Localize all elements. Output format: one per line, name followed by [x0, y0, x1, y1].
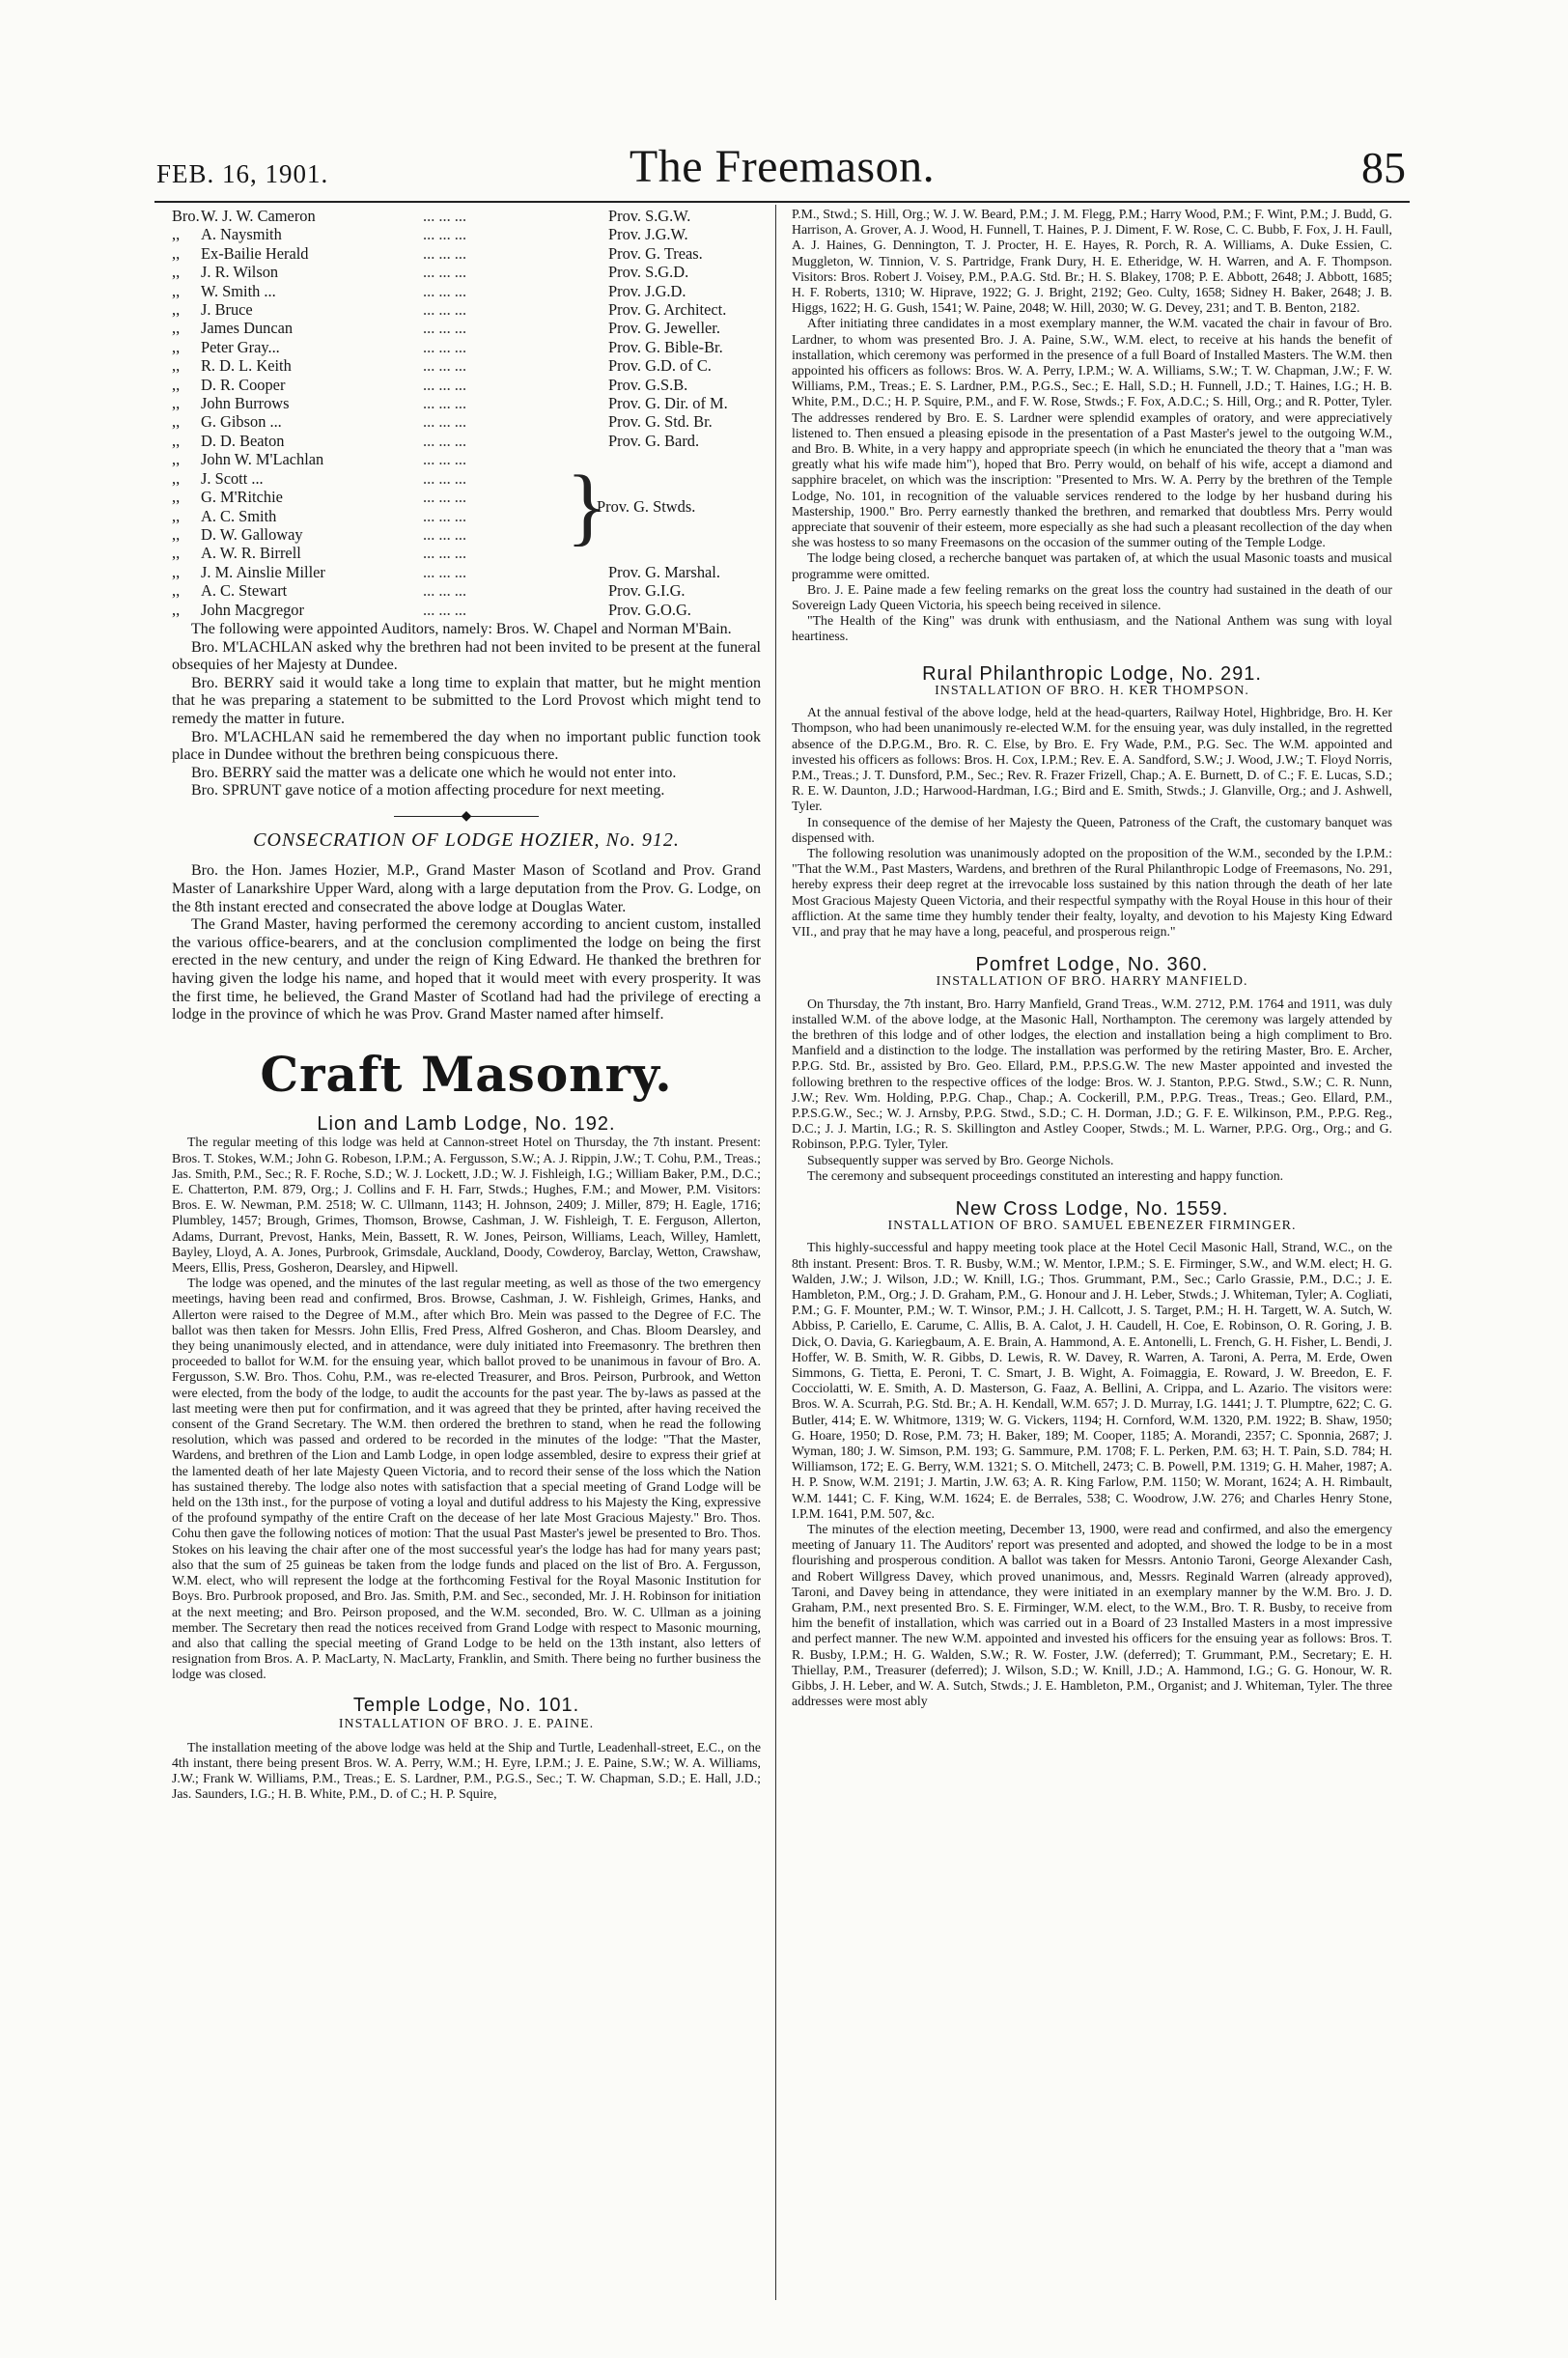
paragraph: Bro. SPRUNT gave notice of a motion affecting procedure for next meeting. [191, 782, 665, 800]
officer-prefix: ,, [172, 394, 181, 413]
officer-prefix: ,, [172, 468, 181, 488]
officer-row [172, 207, 761, 225]
leader-dots: ... ... ... [423, 375, 467, 394]
officer-prefix: ,, [172, 524, 181, 544]
steward-row [172, 544, 577, 562]
officer-name: D. D. Beaton [201, 431, 285, 450]
officer-prefix: ,, [172, 488, 181, 507]
officer-office: Prov. G.O.G. [608, 600, 691, 619]
column-divider [775, 205, 776, 2300]
steward-row [172, 469, 577, 488]
paragraph: At the annual festival of the above lodge, held at the head-quarters, Railway Hotel, Highbridge, Bro. H. Ker Thompson, who had been unanimously re-elected W.M. for the ensuing year, was duly installed, in the regretted absence of the D.P.G.M., Bro. R. C. Else, by Bro. E. Fry Wade, P.M., P.G. Sec. The W.M. appointed and invested his officers as follows: Bros. H. Cox, I.P.M.; Rev. E. A. Sandford, S.W.; J. Wood, J.W.; T. Floyd Norris, P.M., Treas.; J. T. Dunsford, P.M., Sec.; Rev. R. Frazer Frizell, Chap.; A. E. Burnett, D. of C.; F. E. Lucas, S.D.; R. E. W. Daunton, J.D.; Harwood-Hardman, I.G.; Bird and E. Smith, Stwds.; J. Glanville, Org.; and J. Ashwell, Tyler. [792, 705, 1392, 814]
leader-dots: ... ... ... [423, 450, 467, 469]
officer-name: J. R. Wilson [201, 263, 279, 282]
paragraph: Bro. the Hon. James Hozier, M.P., Grand Master Mason of Scotland and Prov. Grand Master of Lanarkshire Upper Ward, along with a large deputation from the Prov. G. Lodge, on the 8th instant erected and consecrated the above lodge at Douglas Water. [172, 862, 761, 915]
paragraph: The following resolution was unanimously adopted on the proposition of the W.M., seconded by the I.P.M.: "That the W.M., Past Masters, Wardens, and brethren of the Rural Philanthropic Lodge of Freemasons, No. 291, hereby express their deep regret at the irrevocable loss sustained by this nation through the death of her late Most Gracious Majesty Queen Victoria, and their respectful sympathy with the Royal House in this hour of their affliction. At the same time they humbly tender their fealty, loyalty, and devotion to his Majesty King Edward VII., and pray that he may have a long, peaceful, and prosperous reign." [792, 845, 1392, 939]
officer-row [172, 394, 761, 412]
stewards-group [172, 450, 761, 562]
leader-dots: ... ... ... [423, 300, 467, 320]
officer-office: Prov. S.G.W. [608, 207, 691, 225]
leader-dots: ... ... ... [423, 562, 467, 581]
paragraph: Bro. J. E. Paine made a few feeling remarks on the great loss the country had sustained in the death of our Sovereign Lady Queen Victoria, his speech being received in silence. [792, 581, 1392, 613]
lion-lamb-body [172, 1135, 761, 1682]
new-cross-heading: New Cross Lodge, No. 1559. [955, 1197, 1229, 1220]
steward-row [172, 450, 577, 468]
officer-office: Prov. G. Jeweller. [608, 319, 720, 338]
officer-prefix: ,, [172, 225, 181, 244]
officer-name: James Duncan [201, 319, 294, 338]
officer-name: Ex-Bailie Herald [201, 243, 309, 263]
officer-prefix: ,, [172, 375, 181, 394]
officer-row [172, 338, 761, 356]
steward-name: A. W. R. Birrell [201, 544, 301, 563]
paragraph: The installation meeting of the above lodge was held at the Ship and Turtle, Leadenhall-street, E.C., on the 4th instant, there being present Bros. W. A. Perry, W.M.; H. Eyre, I.P.M.; J. E. Paine, S.W.; W. A. Williams, J.W.; Frank W. Williams, P.M., Treas.; E. S. Lardner, P.M., P.G.S., Sec.; T. W. Chapman, S.D.; E. Hall, J.D.; Jas. Saunders, I.G.; H. B. White, P.M., D. of C.; H. P. Squire, [172, 1739, 761, 1802]
officer-name: D. R. Cooper [201, 375, 286, 394]
left-column [172, 207, 761, 1803]
officer-office: Prov. G. Std. Br. [608, 412, 713, 432]
officer-prefix: ,, [172, 356, 181, 376]
paragraph: Bro. BERRY said the matter was a delicate one which he would not enter into. [191, 764, 677, 781]
officer-name: Peter Gray... [201, 337, 280, 356]
officer-office: Prov. J.G.W. [608, 225, 688, 244]
officer-row [172, 432, 761, 450]
officer-name: A. C. Stewart [201, 581, 288, 601]
pomfret-heading: Pomfret Lodge, No. 360. [975, 954, 1209, 976]
officer-row [172, 356, 761, 375]
officer-office: Prov. G. Bible-Br. [608, 337, 723, 356]
leader-dots: ... ... ... [423, 225, 467, 244]
officer-prefix: ,, [172, 450, 181, 469]
officer-row [172, 376, 761, 394]
officer-prefix: ,, [172, 243, 181, 263]
brace-icon: } [566, 458, 608, 554]
paragraph: The lodge being closed, a recherche banquet was partaken of, at which the usual Masonic toasts and musical programme were omitted. [792, 550, 1392, 581]
officer-row [172, 263, 761, 281]
officer-office: Prov. G.I.G. [608, 581, 686, 601]
leader-dots: ... ... ... [423, 207, 467, 225]
steward-name: G. M'Ritchie [201, 488, 283, 507]
officer-prefix: ,, [172, 281, 181, 300]
right-column [792, 207, 1392, 1709]
officer-prefix: ,, [172, 581, 181, 601]
officer-office: Prov. G.S.B. [608, 375, 688, 394]
newspaper-title: The Freemason. [629, 141, 936, 192]
leader-dots: ... ... ... [423, 412, 467, 432]
paragraph: The regular meeting of this lodge was held at Cannon-street Hotel on Thursday, the 7th instant. Present: Bros. T. Stokes, W.M.; John G. Robeson, I.P.M.; A. Fergusson, S.W.; A. J. Rippin, J.W.; T. Cohu, P.M., Treas.; Jas. Smith, P.M., Sec.; R. F. Roche, S.D.; W. J. Lockett, J.D.; W. J. Fishleigh, I.G.; William Baker, P.M., D.C.; E. Chatterton, P.M. 879, Org.; J. Collins and F. H. Farr, Stwds.; Hughes, F.M.; and Mower, P.M. Visitors: Bros. E. W. Newman, P.M. 2518; W. C. Ullmann, 1143; H. Johnson, 2409; J. Miller, 879; H. Eagle, 1716; Plumbley, 1457; Brough, Grimes, Thomson, Browse, Cashman, J. W. Fishleigh, T. E. Ferguson, Allerton, Adams, Durrant, Prevost, Hanks, Mein, Bassett, R. W. Jones, Peirson, Williams, Leach, Willey, Hamlett, Bayley, Lloyd, A. A. Jones, Purbrook, Grimsdale, Auckland, Doody, Cowderoy, Barclay, Wetton, Crawshaw, Meers, Ellis, Press, Gosheron, Dearsley, and Hipwell. [172, 1135, 761, 1276]
stewards-rows [172, 450, 577, 562]
leader-dots: ... ... ... [423, 394, 467, 413]
paragraph: Bro. M'LACHLAN said he remembered the day when no important public function took place in Dundee without the brethren being conspicuous there. [172, 728, 761, 764]
paragraph: This highly-successful and happy meeting took place at the Hotel Cecil Masonic Hall, Strand, W.C., on the 8th instant. Present: Bros. T. R. Busby, W.M.; W. Mentor, I.P.M.; S. E. Firminger, S.W., and W.M. elect; H. G. Walden, J.W.; J. Wilson, J.D.; W. Knill, I.G.; Thos. Grummant, P.M., Sec.; Carlo Grassie, P.M., D.C.; J. E. Hambleton, P.M., Org.; J. D. Graham, P.M., G. Honour and J. H. Leber, Stwds.; J. Whiteman, Tyler; A. Cogliati, P.M.; G. F. Mounter, P.M.; W. T. Winsor, P.M.; J. H. Callcott, J. S. Target, P.M.; H. H. Targett, W. A. Sutch, W. Abbiss, P. Cariello, E. Carume, C. Allis, B. A. Calot, J. H. Caudell, H. Coe, E. Robinson, O. R. Goring, J. B. Dick, O. Davia, G. Kariegbaum, A. E. Brain, A. Hammond, A. E. Antonelli, L. French, G. H. Fisher, L. Bendi, J. Hoffer, W. B. Smith, W. R. Gibbs, D. Lewis, R. W. Davey, R. Warren, A. Taroni, A. Perra, M. Erde, Owen Simmons, G. Tietta, E. Peroni, T. C. Smart, J. B. Wight, A. Foimaggia, E. Roward, J. W. Breedon, E. F. Cocciolatti, W. E. Smith, A. D. Masterson, G. Faaz, A. Bellini, A. Crippa, and L. Azario. The visitors were: Bros. W. A. Scurrah, P.G. Std. Br.; A. H. Kendall, W.M. 657; J. D. Murray, I.G. 1441; J. T. Plumptre, 622; C. G. Butler, 414; E. W. Whitmore, 1319; W. G. Vickers, 1194; H. Cornford, W.M. 1320, P.M. 1922; B. Shaw, 1950; G. Hoare, 1950; D. Rose, P.M. 73; H. Baker, 189; M. Cooper, 1185; A. Morandi, 2357; C. Sponnia, 2687; J. Wyman, 180; J. W. Simson, P.M. 193; G. Sammure, P.M. 1708; F. L. Perken, P.M. 63; H. T. Pain, S.D. 784; H. Williamson, 172; E. G. Berry, W.M. 1321; S. O. Mitchell, 2473; C. B. Powell, P.M. 1319; G. H. Maher, 1987; A. H. P. Snow, W.M. 2191; J. Martin, J.W. 63; A. R. King Farlow, P.M. 1150; W. Morant, 1624; A. H. Rimbault, W.M. 1441; C. F. King, W.M. 1624; E. de Berrales, 538; C. Woodrow, J.W. 276; and Charles Henry Stone, I.P.M. 1641, P.M. 507, &c. [792, 1240, 1392, 1521]
temple-heading: Temple Lodge, No. 101. [352, 1694, 580, 1716]
officer-name: J. M. Ainslie Miller [201, 562, 325, 581]
paragraph: The ceremony and subsequent proceedings constituted an interesting and happy function. [807, 1167, 1284, 1183]
officer-office: Prov. G. Architect. [608, 300, 727, 320]
officer-office: Prov. G. Marshal. [608, 562, 720, 581]
officer-rows-after [172, 563, 761, 619]
paragraph: "The Health of the King" was drunk with enthusiasm, and the National Anthem was sung with loyal heartiness. [792, 613, 1392, 644]
leader-dots: ... ... ... [423, 319, 467, 338]
officer-row [172, 300, 761, 319]
steward-name: D. W. Galloway [201, 524, 303, 544]
leader-dots: ... ... ... [423, 600, 467, 619]
leader-dots: ... ... ... [423, 243, 467, 263]
officer-prefix: ,, [172, 562, 181, 581]
officer-row [172, 563, 761, 581]
officer-office: Prov. G. Treas. [608, 243, 703, 263]
leader-dots: ... ... ... [423, 281, 467, 300]
officer-row [172, 412, 761, 431]
steward-row [172, 488, 577, 506]
pomfret-subheading: INSTALLATION OF BRO. HARRY MANFIELD. [936, 974, 1248, 990]
steward-row [172, 525, 577, 544]
paragraph: The lodge was opened, and the minutes of the last regular meeting, as well as those of the two emergency meetings, having been read and confirmed, Bros. Browse, Cashman, J. W. Fishleigh, Grimes, Hanks, and Allerton were raised to the Degree of M.M., after which Bro. Mein was passed to the Degree of F.C. The ballot was then taken for Messrs. John Ellis, Fred Press, Alfred Gosheron, and Chas. Bloom Dearsley, and they being unanimously elected, and in attendance, were duly initiated into Freemasonry. The brethren then proceeded to ballot for W.M. for the ensuing year, which ballot proved to be unanimous in favour of Bro. A. Fergusson, S.W. Bro. Thos. Cohu, P.M., was re-elected Treasurer, and Bros. Peirson, Purbrook, and Wetton were elected, from the body of the lodge, to audit the accounts for the past year. The by-laws as passed at the last meeting were then put for confirmation, and it was agreed that they be printed, after having received the consent of the Grand Secretary. The W.M. then ordered the brethren to stand, when he read the following resolution, which was passed and ordered to be recorded in the minutes of the lodge: "That the Master, Wardens, and brethren of the Lion and Lamb Lodge, in open lodge assembled, desire to express their grief at the lamented death of her late Majesty Queen Victoria, and to record their sense of the loss which the Nation has sustained thereby. The lodge also notes with satisfaction that a special meeting of Grand Lodge will be held on the 13th inst., for the purpose of voting a loyal and dutiful address to his Majesty the King, expressive of the profound sympathy of the entire Craft on the decease of her late Most Gracious Majesty." Bro. Thos. Cohu then gave the following notices of motion: That the usual Past Master's jewel be presented to Bro. Thos. Stokes on his leaving the chair after one of the most successful year's the lodge has had for many years past; also that the sum of 25 guineas be taken from the lodge funds and placed on the list of Bro. A. Fergusson, W.M. elect, who will represent the lodge at the forthcoming Festival for the Royal Masonic Institution for Boys. Bro. Purbrook proposed, and Bro. Jas. Smith, P.M. and Sec., seconded, Mr. J. H. Robinson for initiation at the next meeting; and Bro. Peirson proposed, and the W.M. seconded, Bro. W. C. Ullman as a joining member. The Secretary then read the notices received from Grand Lodge with respect to Masonic mourning, and also that calling the special meeting of Grand Lodge to be held on the 13th instant, also letters of resignation from Bros. A. P. MacLarty, N. MacLarty, Franklin, and Smith. There being no further business the lodge was closed. [172, 1276, 761, 1682]
officer-name: John Burrows [201, 394, 290, 413]
temple-subheading: INSTALLATION OF BRO. J. E. PAINE. [338, 1717, 595, 1732]
officer-row [172, 319, 761, 337]
temple-body-left [172, 1740, 761, 1803]
stewards-office: Prov. G. Stwds. [597, 496, 696, 516]
officer-name: A. Naysmith [201, 225, 282, 244]
rural-heading: Rural Philanthropic Lodge, No. 291. [922, 662, 1262, 685]
leader-dots: ... ... ... [423, 263, 467, 282]
officer-name: John Macgregor [201, 600, 304, 619]
officer-row [172, 601, 761, 619]
officer-office: Prov. G. Dir. of M. [608, 394, 728, 413]
officer-row [172, 225, 761, 243]
officer-prefix: ,, [172, 319, 181, 338]
paragraph: Bro. M'LACHLAN asked why the brethren had not been invited to be present at the funeral obsequies of her Majesty at Dundee. [172, 638, 761, 674]
leader-dots: ... ... ... [423, 431, 467, 450]
leader-dots: ... ... ... [423, 468, 467, 488]
officer-rows [172, 207, 761, 450]
paragraph: Subsequently supper was served by Bro. George Nichols. [807, 1152, 1114, 1167]
officer-office: Prov. J.G.D. [608, 281, 686, 300]
left-intro-paragraphs [172, 621, 761, 800]
steward-name: J. Scott ... [201, 468, 264, 488]
officer-name: J. Bruce [201, 300, 253, 320]
officer-row [172, 244, 761, 263]
officer-office: Prov. G. Bard. [608, 431, 700, 450]
paragraph: The following were appointed Auditors, namely: Bros. W. Chapel and Norman M'Bain. [191, 620, 732, 637]
officer-prefix: ,, [172, 431, 181, 450]
officer-list [172, 207, 761, 619]
leader-dots: ... ... ... [423, 356, 467, 376]
officer-row [172, 282, 761, 300]
paragraph: Bro. BERRY said it would take a long time to explain that matter, but he might mention that he was preparing a statement to be submitted to the Lord Provost which might tend to remedy the matter in future. [172, 674, 761, 727]
leader-dots: ... ... ... [423, 337, 467, 356]
steward-row [172, 507, 577, 525]
section-separator: ◆ [172, 810, 761, 824]
paragraph: The Grand Master, having performed the ceremony according to ancient custom, installed the various office-bearers, and at the conclusion complimented the lodge on being the first erected in the new century, and under the reign of King Edward. He thanked the brethren for having given the lodge his name, and hoped that it would meet with every prosperity. It was the first time, he believed, the Grand Master of Scotland had had the privilege of erecting a lodge in the province of which he was Prov. Grand Master named after himself. [172, 916, 761, 1024]
officer-prefix: ,, [172, 600, 181, 619]
paragraph: The minutes of the election meeting, December 13, 1900, were read and confirmed, and also the emergency meeting of January 11. The Auditors' report was presented and adopted, and showed the lodge to be in a most flourishing and prosperous condition. A ballot was taken for Messrs. Antonio Taroni, George Alexander Cash, and Robert Willgress Davey, which proved unanimous, and, Messrs. Reginald Warren (already approved), Taroni, and Davey being in attendance, they were initiated in an exemplary manner by the W.M. Bro. J. D. Graham, P.M., next presented Bro. S. E. Firminger, W.M. elect, to the W.M., Bro. T. R. Busby, to receive from him the benefit of installation, which was carried out in a Board of 23 Installed Masters in a most impressive and perfect manner. The new W.M. appointed and invested his officers for the ensuing year as follows: Bros. T. R. Busby, I.P.M.; H. G. Walden, S.W.; R. W. Foster, J.W. (deferred); T. Grummant, P.M., Secretary; E. H. Thiellay, P.M., Treasurer (deferred); J. Wilson, S.D.; W. Knill, J.D.; A. Hammond, I.G.; G. G. Honour, W. R. Gibbs, J. H. Leber, and W. A. Sutch, Stwds.; J. E. Hambleton, P.M., Organist; and J. Whiteman, Tyler. The three addresses were most ably [792, 1522, 1392, 1709]
officer-office: Prov. S.G.D. [608, 263, 689, 282]
paragraph: P.M., Stwd.; S. Hill, Org.; W. J. W. Beard, P.M.; J. M. Flegg, P.M.; Harry Wood, P.M.; F. Wint, P.M.; J. Budd, G. Harrison, A. Grover, A. J. Wood, H. Funnell, T. Haines, P. J. Diment, F. W. Rose, C. C. Bubb, F. Fox, J. H. Faull, A. J. Haines, G. Dennington, T. J. Procter, H. E. Hayes, R. Porch, R. A. Williams, A. Duke Essien, C. Muggleton, W. Tinnion, V. S. Partridge, Frank Dury, H. E. Etheridge, W. H. Warren, and A. F. Thompson. Visitors: Bros. Robert J. Voisey, P.M., P.A.G. Std. Br.; H. S. Blakey, 1708; P. E. Abbott, 2648; J. Abbott, 1685; H. F. Roberts, 1310; W. Hiprave, 1922; G. J. Bright, 2192; Geo. Culty, 1658; Sidney H. Baker, 2648; J. B. Higgs, 1622; H. G. Gush, 1541; W. Paine, 2048; W. Hill, 2030; W. G. Devey, 231; and T. B. Benton, 2182. [792, 207, 1392, 316]
steward-name: A. C. Smith [201, 506, 277, 525]
officer-name: W. J. W. Cameron [201, 207, 316, 225]
paragraph: On Thursday, the 7th instant, Bro. Harry Manfield, Grand Treas., W.M. 2712, P.M. 1764 and 1911, was duly installed W.M. of the above lodge, at the Masonic Hall, Northampton. The ceremony was largely attended by the brethren of this lodge and of other lodges, the election and installation being a high compliment to Bro. Manfield and a distinction to the lodge. The installation was performed by the retiring Master, Bro. E. Archer, P.P.G. Std. Br., assisted by Bro. Geo. Ellard, P.M., P.P.S.G.W. The new Master appointed and invested the following brethren to the respective offices of the lodge: Bros. W. J. Stanton, P.P.G. Stwd., S.W.; C. R. Nunn, J.W.; Rev. Wm. Holding, P.P.G. Chap., Chap.; A. Cockerill, P.M., P.P.G. Treas., Treas.; Geo. Ellard, P.M., P.P.S.G.W., Sec.; W. J. Arnsby, P.P.G. Stwd., S.D.; C. H. Dorman, J.D.; G. F. E. Wilkinson, P.M., P.P.G. Reg., D.C.; J. J. Martin, I.G.; R. S. Skillington and Astley Cooper, Stwds.; M. L. Warner, P.P.G. Org., Org.; and G. Robinson, P.P.G. Tyler, Tyler. [792, 996, 1392, 1152]
paragraph: In consequence of the demise of her Majesty the Queen, Patroness of the Craft, the customary banquet was dispensed with. [792, 814, 1392, 845]
lion-lamb-heading: Lion and Lamb Lodge, No. 192. [317, 1112, 616, 1135]
craft-masonry-heading: Craft Masonry. [260, 1045, 673, 1103]
officer-office: Prov. G.D. of C. [608, 356, 712, 376]
leader-dots: ... ... ... [423, 488, 467, 507]
issue-date: FEB. 16, 1901. [156, 159, 329, 188]
rural-subheading: INSTALLATION OF BRO. H. KER THOMPSON. [935, 683, 1249, 698]
officer-prefix: Bro. [172, 207, 200, 225]
officer-name: G. Gibson ... [201, 412, 282, 432]
new-cross-subheading: INSTALLATION OF BRO. SAMUEL EBENEZER FIRMINGER. [887, 1219, 1297, 1234]
officer-name: W. Smith ... [201, 281, 276, 300]
masthead [154, 122, 1410, 203]
officer-prefix: ,, [172, 337, 181, 356]
officer-prefix: ,, [172, 263, 181, 282]
consecration-heading: CONSECRATION OF LODGE HOZIER, No. 912. [253, 828, 680, 851]
steward-name: John W. M'Lachlan [201, 450, 324, 469]
officer-prefix: ,, [172, 300, 181, 320]
officer-prefix: ,, [172, 506, 181, 525]
masthead-rule [154, 201, 1410, 203]
officer-name: R. D. L. Keith [201, 356, 292, 376]
officer-row [172, 581, 761, 600]
leader-dots: ... ... ... [423, 506, 467, 525]
page-number: 85 [1361, 143, 1406, 192]
leader-dots: ... ... ... [423, 524, 467, 544]
officer-prefix: ,, [172, 412, 181, 432]
officer-prefix: ,, [172, 544, 181, 563]
leader-dots: ... ... ... [423, 581, 467, 601]
leader-dots: ... ... ... [423, 544, 467, 563]
paragraph: After initiating three candidates in a most exemplary manner, the W.M. vacated the chair in favour of Bro. Lardner, to whom was presented Bro. J. A. Paine, S.W., W.M. elect, to receive at his hands the benefit of installation, which ceremony was performed in the presence of a full Board of Installed Masters. The W.M. then appointed his officers as follows: Bros. W. A. Perry, I.P.M.; W. A. Williams, S.W.; T. W. Chapman, J.W.; F. W. Williams, P.M., Treas.; E. S. Lardner, P.M., P.G.S., Sec.; E. Hall, S.D.; H. Funnell, J.D.; T. Haines, I.G.; H. B. White, P.M., D.C.; H. P. Squire, P.M., and F. W. Rose, Stwds.; F. Fox, A.D.C.; S. Hill, Org.; and R. Potter, Tyler. The addresses rendered by Bro. E. S. Lardner were splendid examples of oratory, and were appreciatively listened to. Then ensued a pleasing episode in the presentation of a Past Master's jewel to the outgoing W.M., and Bro. B. White, in a very happy and appropriate speech (in which he enunciated the theory that a "man was greatly what his wife made him"), hoped that Bro. Perry would, on behalf of his wife, accept a diamond and sapphire bracelet, on which was the inscription: "Presented to Mrs. W. A. Perry by the brethren of the Temple Lodge, No. 101, in recognition of the valuable services rendered to the lodge by her husband during his Mastership, 1900." Bro. Perry earnestly thanked the brethren, and remarked that doubtless Mrs. Perry would appreciate that souvenir of their esteem, more especially as she had such a pleasant recollection of the day when she was hostess to so many Freemasons on the occasion of the summer outing of the Temple Lodge. [792, 316, 1392, 550]
